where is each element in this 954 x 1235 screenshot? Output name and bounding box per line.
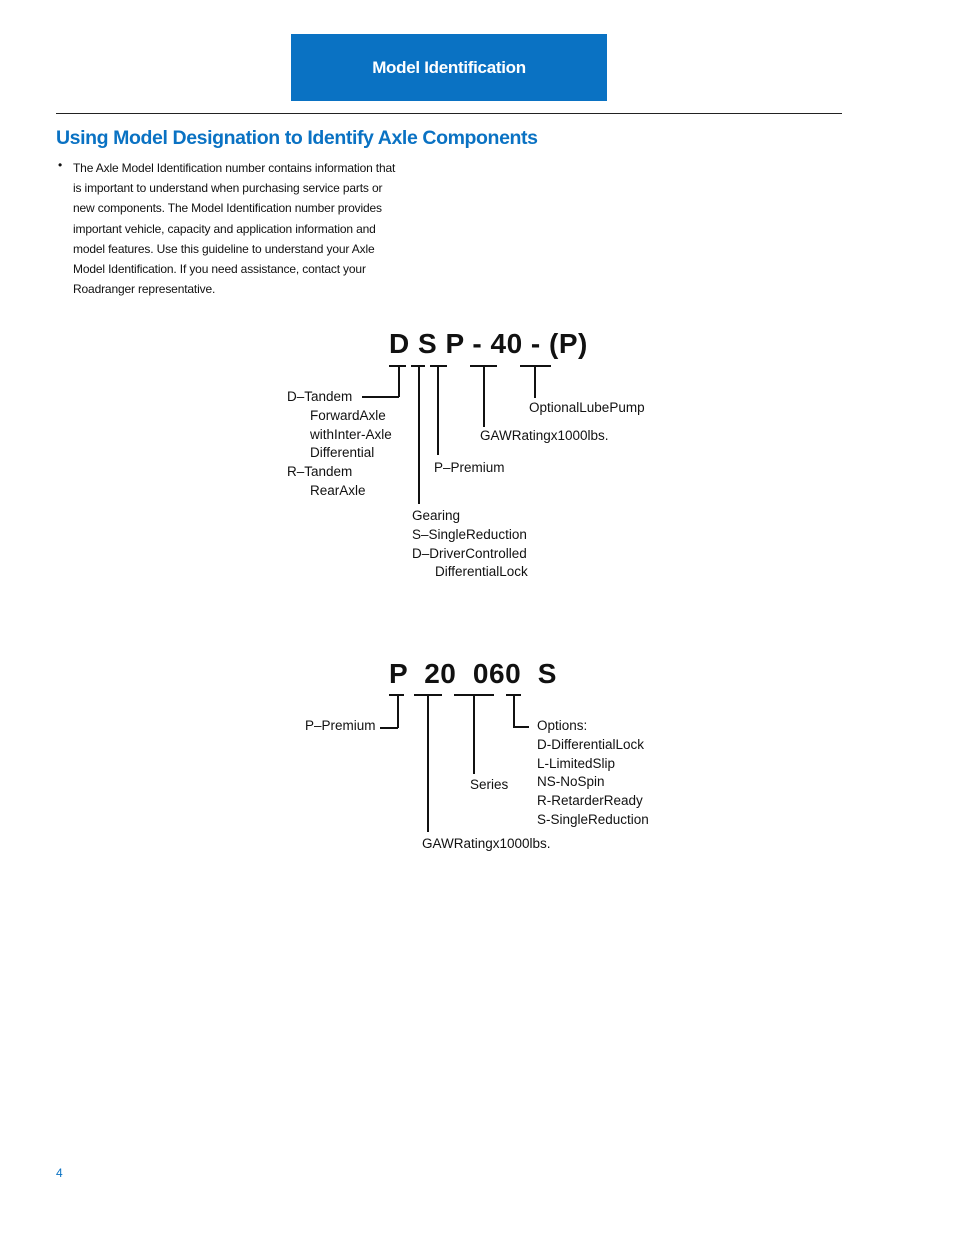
leader-line [513, 726, 529, 728]
section-tab [291, 34, 607, 101]
intro-paragraph [73, 158, 413, 299]
leader-line [520, 365, 551, 367]
section-tab-label: Model Identification [372, 57, 526, 77]
label-line: D–DriverControlled [412, 545, 527, 561]
header-divider [56, 113, 842, 114]
label-gaw-rating: GAWRatingx1000lbs. [422, 836, 551, 851]
label-line: Differential [310, 445, 375, 461]
model-code-p20060s: P 20 060 S [389, 658, 557, 689]
page-heading: Using Model Designation to Identify Axle Components [56, 127, 538, 149]
leader-line [534, 365, 536, 398]
intro-line: is important to understand when purchasing service parts or [73, 181, 383, 196]
leader-line [437, 365, 439, 455]
intro-line: new components. The Model Identification number provides [73, 201, 382, 216]
label-line: Options: [537, 718, 588, 733]
label-axle-type [287, 388, 392, 501]
label-line: DifferentialLock [435, 564, 528, 580]
intro-line: Roadranger representative. [73, 282, 216, 297]
label-line: D-DifferentialLock [537, 736, 645, 752]
label-lube-pump: OptionalLubePump [529, 400, 645, 415]
leader-line [397, 694, 399, 728]
label-line: withInter-Axle [310, 426, 392, 442]
label-line: D–Tandem [287, 389, 353, 404]
label-line: ForwardAxle [310, 407, 386, 423]
leader-line [473, 694, 475, 774]
leader-line [427, 694, 429, 832]
label-premium: P–Premium [305, 718, 376, 733]
leader-line [483, 365, 485, 427]
label-line: S-SingleReduction [537, 811, 649, 827]
page-number: 4 [56, 1166, 63, 1180]
leader-line [398, 365, 400, 397]
label-line: S–SingleReduction [412, 526, 527, 542]
label-line: RearAxle [310, 482, 366, 498]
label-gaw-rating: GAWRatingx1000lbs. [480, 428, 609, 443]
label-line: NS-NoSpin [537, 774, 605, 790]
leader-line [418, 365, 420, 504]
leader-line [430, 365, 447, 367]
label-line: Gearing [412, 508, 461, 523]
label-line: R–Tandem [287, 464, 353, 480]
label-line: L-LimitedSlip [537, 755, 616, 771]
label-series: Series [470, 777, 509, 792]
bullet-marker: • [58, 158, 63, 172]
leader-line [513, 694, 515, 727]
intro-line: The Axle Model Identification number contains information that [73, 161, 396, 175]
label-line: R-RetarderReady [537, 793, 643, 809]
intro-line: important vehicle, capacity and application information and [73, 221, 376, 236]
label-options [537, 717, 649, 830]
label-gearing [412, 507, 528, 582]
leader-line [380, 727, 398, 729]
intro-line: Model Identification. If you need assistance, contact your [73, 262, 366, 277]
label-premium: P–Premium [434, 460, 505, 475]
intro-line: model features. Use this guideline to understand your Axle [73, 241, 375, 256]
model-code-dsp: D S P - 40 - (P) [389, 328, 588, 359]
